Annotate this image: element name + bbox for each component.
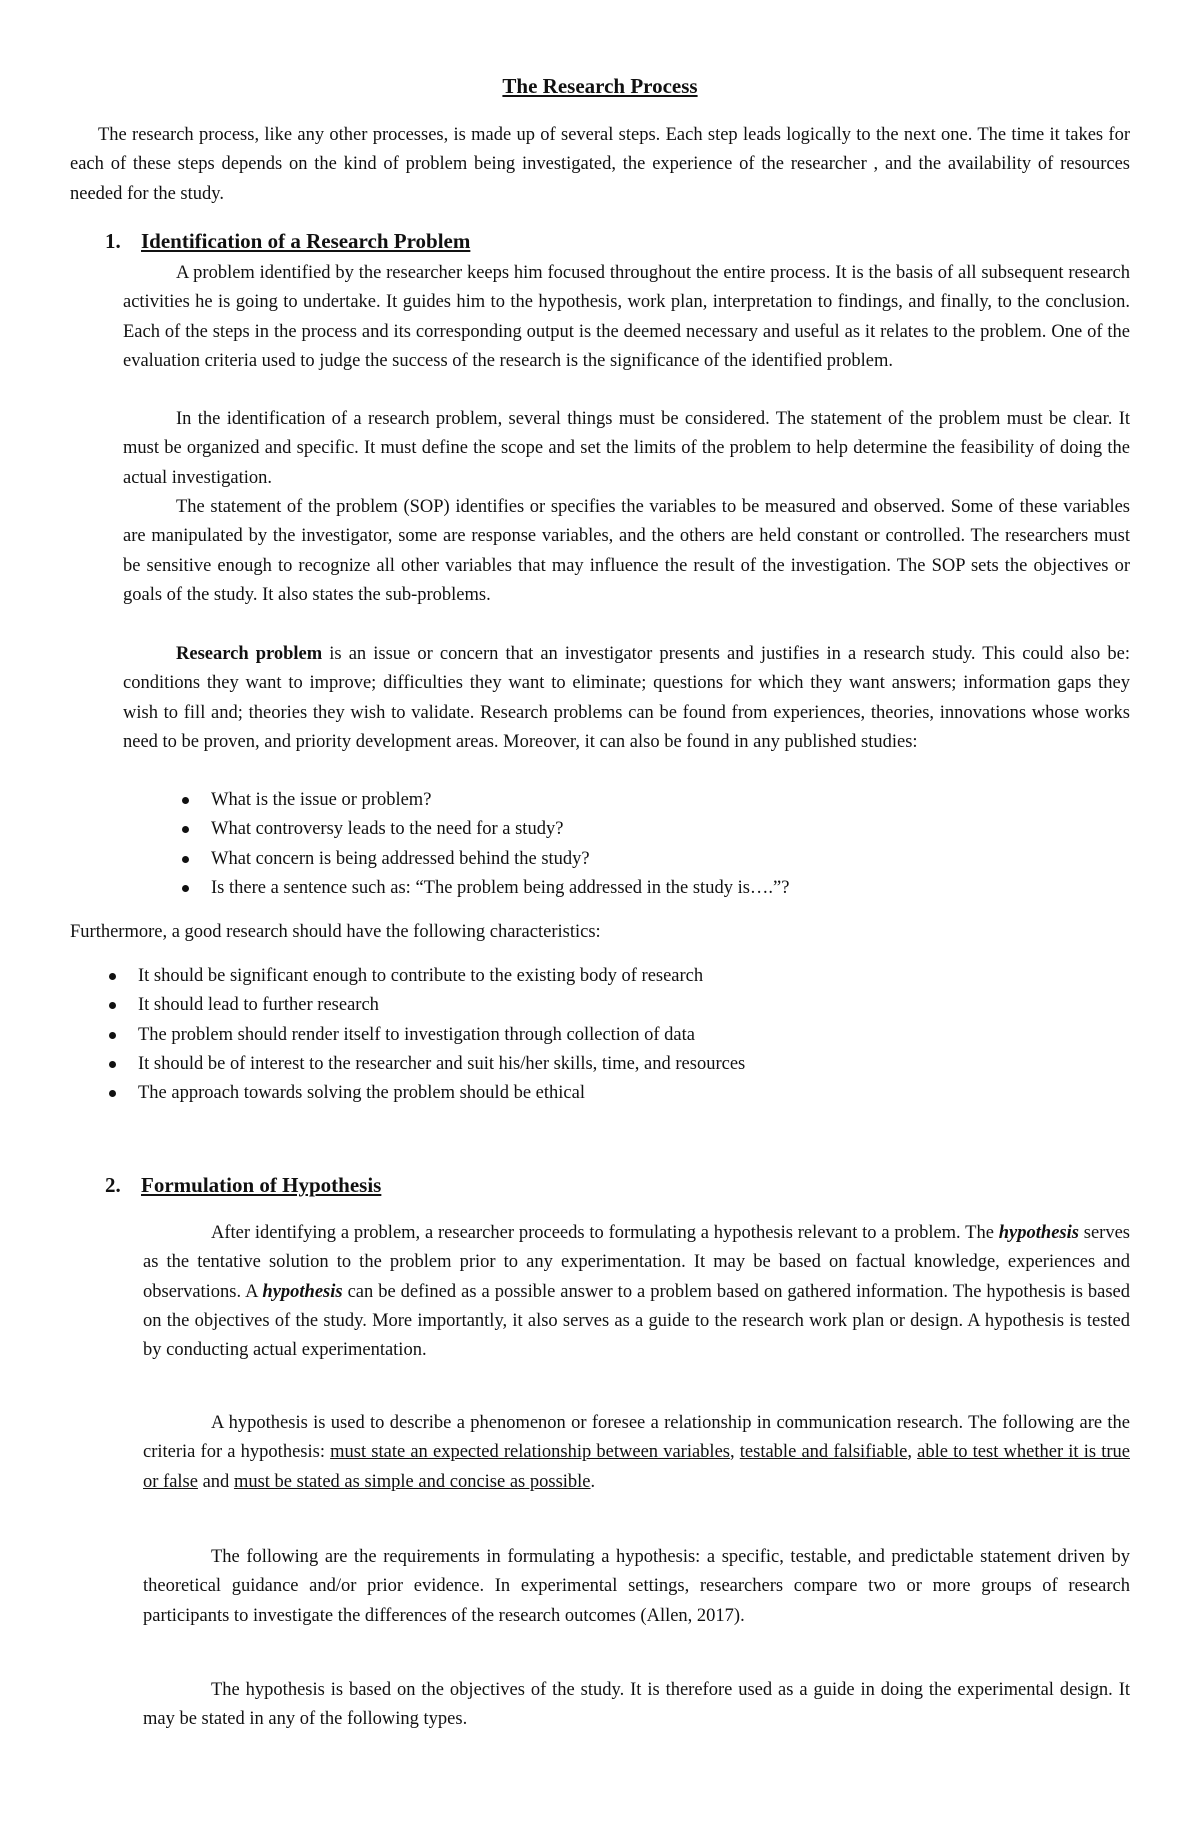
intro-paragraph: The research process, like any other processes, is made up of several steps. Each step leads logically to the next one. The time it takes for each of these steps depends on the kind of problem being investigated, the experience of the researcher , and the availability of resources needed for the study. (70, 125, 1130, 204)
section-2-heading (105, 1171, 381, 1200)
section-1-paragraph: In the identification of a research problem, several things must be considered. The statement of the problem must be clear. It must be organized and specific. It must define the scope and set the limits of the problem to help determine the feasibility of doing the actual investigation. (123, 409, 1130, 488)
list-item (109, 962, 745, 991)
bullet-icon (109, 1061, 116, 1068)
list-item-text: The approach towards solving the problem should be ethical (138, 1083, 585, 1104)
bullet-icon (182, 885, 189, 892)
section-2-paragraph: The hypothesis is based on the objectives of the study. It is therefore used as a guide in doing the experimental design. It may be stated in any of the following types. (143, 1680, 1130, 1730)
emphasis-term: hypothesis (998, 1223, 1079, 1243)
section-2-paragraph (143, 1409, 1130, 1497)
section-title: Identification of a Research Problem (141, 229, 471, 253)
paragraph-text: and (197, 1471, 234, 1492)
paragraph-text: is an issue or concern that an investigator presents and justifies in a research study. This could also be: conditions they want to improve; difficulties they want to eliminate; questions for which they want answers; information gaps they wish to fill and; theories they wish to validate. Research problems can be found from experiences, theories, innovations whose works need to be proven, and priority development areas. Moreover, it can also be found in any published studies: (123, 644, 1130, 752)
section-1-paragraph: A problem identified by the researcher keeps him focused throughout the entire process. It is the basis of all subsequent research activities he is going to undertake. It guides him to the hypothesis, work plan, interpretation to findings, and finally, to the conclusion. Each of the steps in the process and its corresponding output is the deemed necessary and useful as it relates to the problem. One of the evaluation criteria used to judge the success of the research is the significance of the identified problem. (123, 263, 1130, 371)
paragraph-text: can be defined as a possible answer to a problem based on gathered information. The hypothesis is based on the objectives of the study. More importantly, it also serves as a guide to the research work plan or design. A hypothesis is tested by conducting actual experimentation. (143, 1281, 1130, 1361)
bullet-icon (109, 1090, 116, 1097)
section-number: 2. (105, 1173, 121, 1197)
characteristics-intro: Furthermore, a good research should have the following characteristics: (70, 922, 601, 942)
list-item-text: It should be significant enough to contribute to the existing body of research (138, 966, 704, 986)
paragraph-text: After identifying a problem, a researcher proceeds to formulating a hypothesis relevant to a problem. The (211, 1223, 999, 1243)
document-title: The Research Process (502, 74, 698, 98)
list-item (182, 874, 789, 903)
paragraph-text: A hypothesis is used to describe a phenomenon or foresee a relationship in communication research. The following are the criteria for a hypothesis: (143, 1413, 1130, 1463)
criterion: able to test whether it is true or false (143, 1442, 1130, 1492)
bullet-icon (109, 973, 116, 980)
section-1-paragraph (123, 640, 1130, 757)
section-title: Formulation of Hypothesis (141, 1173, 382, 1197)
emphasis-term: hypothesis (262, 1281, 343, 1302)
list-item-text: What concern is being addressed behind the study? (211, 848, 590, 869)
list-item (109, 991, 745, 1020)
list-item (109, 1050, 745, 1079)
section-2-paragraph (143, 1219, 1130, 1365)
list-item-text: What controversy leads to the need for a study? (211, 819, 564, 840)
list-item-text: What is the issue or problem? (211, 790, 432, 810)
paragraph-text: serves as the tentative solution to the problem prior to any experimentation. It may be based on factual knowledge, experiences and observations. A (143, 1223, 1131, 1302)
section-2-paragraph: The following are the requirements in formulating a hypothesis: a specific, testable, and predictable statement driven by theoretical guidance and/or prior evidence. In experimental settings, researchers compare two or more groups of research participants to investigate the differences of the research outcomes (Allen, 2017). (143, 1547, 1130, 1626)
paragraph-text: , (729, 1442, 740, 1463)
list-item (109, 1021, 745, 1050)
criterion: must state an expected relationship between variables (330, 1442, 730, 1463)
bold-term: Research problem (176, 644, 323, 664)
section-1-paragraph: The statement of the problem (SOP) identifies or specifies the variables to be measured and observed. Some of these variables are manipulated by the investigator, some are response variables, and the others are held constant or controlled. The researchers must be sensitive enough to recognize all other variables that may influence the result of the investigation. The SOP sets the objectives or goals of the study. It also states the sub-problems. (123, 497, 1130, 605)
bullet-icon (182, 856, 189, 863)
list-item (182, 815, 789, 844)
bullet-icon (109, 1032, 116, 1039)
paragraph-text: , (907, 1442, 918, 1463)
characteristics-list (109, 962, 745, 1108)
criterion: must be stated as simple and concise as possible (233, 1471, 591, 1492)
list-item (109, 1079, 745, 1108)
question-list (182, 786, 789, 903)
bullet-icon (109, 1002, 116, 1009)
list-item-text: It should be of interest to the researcher and suit his/her skills, time, and resources (138, 1053, 746, 1074)
criterion: testable and falsifiable (739, 1442, 908, 1463)
section-number: 1. (105, 229, 121, 253)
list-item (182, 786, 789, 815)
list-item-text: Is there a sentence such as: “The problem being addressed in the study is….”? (211, 877, 790, 898)
list-item-text: The problem should render itself to investigation through collection of data (138, 1024, 695, 1045)
list-item (182, 845, 789, 874)
paragraph-text: . (590, 1471, 596, 1492)
bullet-icon (182, 826, 189, 833)
bullet-icon (182, 797, 189, 804)
section-1-heading (105, 227, 470, 256)
list-item-text: It should lead to further research (138, 995, 379, 1016)
